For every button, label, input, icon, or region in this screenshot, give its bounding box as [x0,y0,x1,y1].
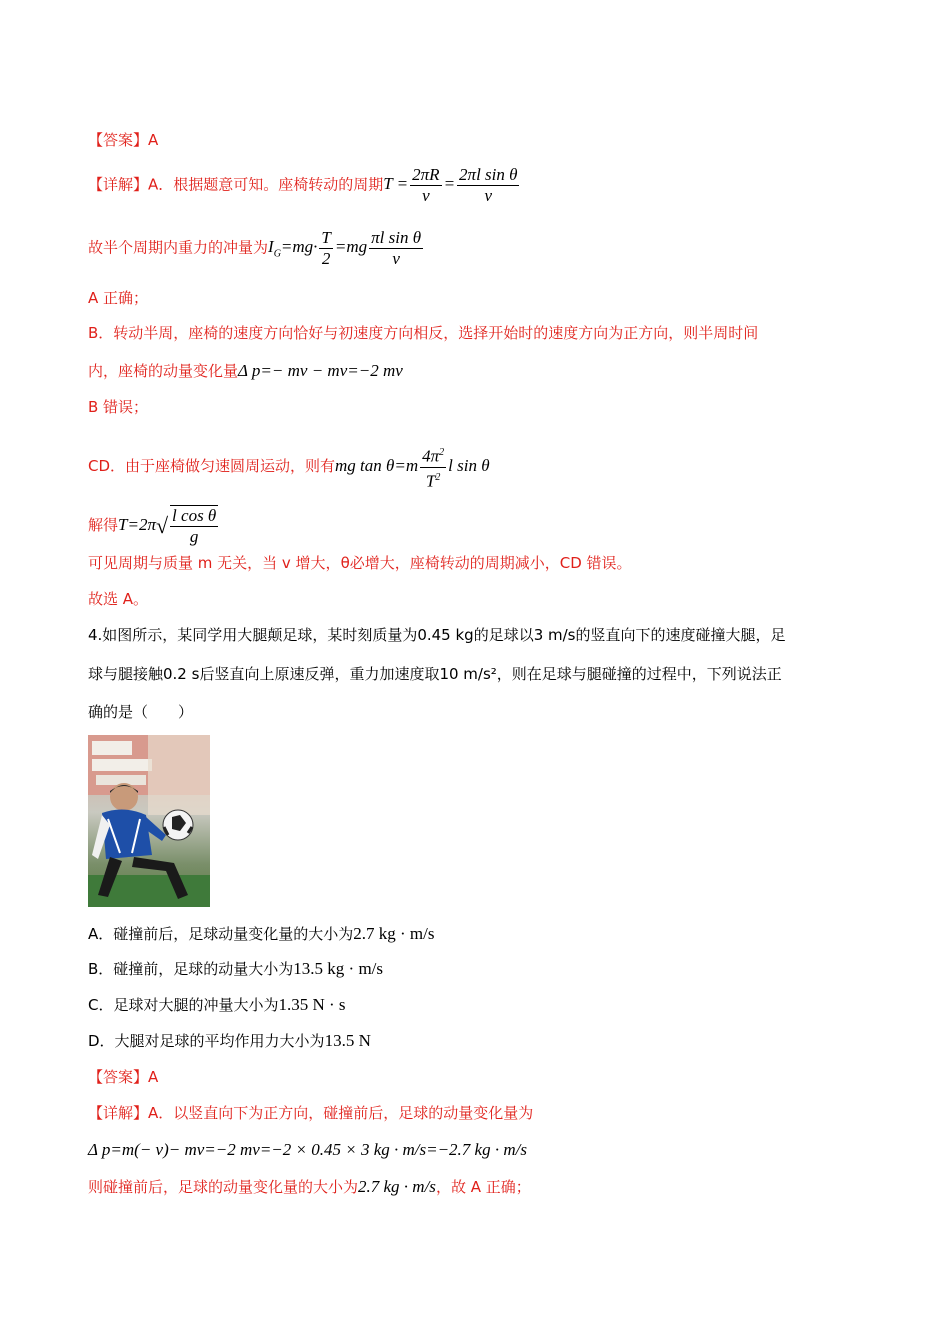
soccer-photo [88,735,210,907]
detail-period-text: 【详解】A．根据题意可知。座椅转动的周期 [88,175,384,194]
b-line-2 [88,361,403,381]
solve-line [88,505,220,547]
option-c-label: C．足球对大腿的冲量大小为 [88,996,279,1014]
option-d-value: 13.5 N [324,1031,371,1050]
b-wrong: B 错误； [88,398,149,416]
q4-momentum-equation [88,1140,527,1160]
impulse-line [88,228,425,269]
option-d-label: D．大腿对足球的平均作用力大小为 [88,1032,325,1050]
sqrt-icon: √ [155,513,169,538]
option-b [88,959,383,979]
q4-final-suffix: ，故 A 正确； [435,1178,531,1196]
impulse-equation: $I_G=mg\cdot$ $\frac{T}{2}$ =mg $\frac{\text{πl sin θ}}{v}$ [268,228,422,268]
detail-period [88,165,521,206]
a-correct: A 正确； [88,289,149,307]
solve-text: 解得 [88,515,119,534]
q4-stem-2: 球与腿接触0.2 s后竖直向上原速反弹，重力加速度取10 m/s²，则在足球与腿碰撞的过程中，下列说法正 [88,665,782,683]
q4-stem-1: 4.如图所示，某同学用大腿颠足球，某时刻质量为0.45 kg的足球以3 m/s的竖直向下的速度碰撞大腿，足 [88,626,786,644]
cd-line [88,443,490,491]
option-c [88,995,346,1015]
q4-final [88,1177,531,1197]
option-a [88,924,435,944]
cd-text: CD．由于座椅做匀速圆周运动，则有 [88,457,336,476]
cd-equation: mg tan θ=m $\frac{4\pi^2}{T^2}$ l sin θ [335,456,490,475]
momentum-change-equation: Δ p=− mv − mv=−2 mv [238,361,403,380]
option-b-value: 13.5 kg · m/s [293,959,384,978]
q4-equation: Δ p=m(− v)− mv=−2 mv=−2 × 0.45 × 3 kg · m/s=−2.7 kg · m/s [88,1140,527,1159]
b-line-1: B．转动半周，座椅的速度方向恰好与初速度方向相反，选择开始时的速度方向为正方向，则半周时间 [88,324,759,342]
answer-label: 【答案】A [88,131,159,149]
q4-final-value: 2.7 kg · m/s [358,1177,436,1196]
q4-final-text: 则碰撞前后，足球的动量变化量的大小为 [88,1178,359,1196]
solve-equation: T=2π√ $\frac{\text{l cos θ}}{g}$ [118,506,217,546]
impulse-text: 故半个周期内重力的冲量为 [88,238,269,257]
q4-detail: 【详解】A．以竖直向下为正方向，碰撞前后，足球的动量变化量为 [88,1104,534,1122]
option-b-label: B．碰撞前，足球的动量大小为 [88,960,294,978]
choose-a: 故选 A。 [88,590,149,608]
conclusion: 可见周期与质量 m 无关，当 v 增大，θ必增大，座椅转动的周期减小，CD 错误。 [88,554,632,572]
option-a-label: A．碰撞前后，足球动量变化量的大小为 [88,925,354,943]
option-d [88,1031,371,1051]
option-a-value: 2.7 kg · m/s [353,924,435,943]
period-equation: T = $\frac{2\pi R}{v}$ = $\frac{\text{2πl sin θ}}{v}$ [383,165,518,205]
option-c-value: 1.35 N · s [278,995,346,1014]
q4-answer-label: 【答案】A [88,1068,159,1086]
q4-stem-3: 确的是（ ） [88,703,194,721]
b-line-2-text: 内，座椅的动量变化量 [88,362,239,380]
